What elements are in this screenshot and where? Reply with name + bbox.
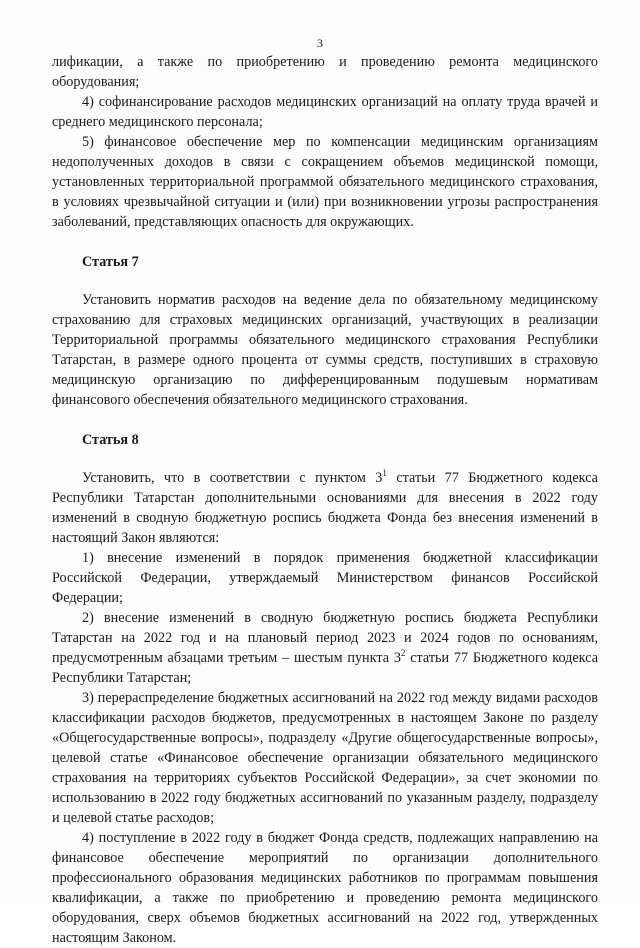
continued-paragraph: лификации, а также по приобретению и проведению ремонта медицинского оборудования; — [52, 54, 598, 90]
article-8-intro — [52, 468, 598, 548]
item-2-text-a: 2) внесение изменений в сводную бюджетную роспись бюджета Республики Татарстан на 2022 год и на плановый период 2023 и 2024 годов по основаниям, предусмотренным абзацами третьим – шестым пункта 3 — [52, 610, 598, 666]
intro-superscript: 1 — [382, 468, 387, 478]
list-item-5: 5) финансовое обеспечение мер по компенсации медицинским организациям недополученных доходов в связи с сокращением объемов медицинской помощи, установленных территориальной программой обязательного медицинского страхования, в условиях чрезвычайной ситуации и (или) при возникновении угрозы распространения заболеваний, представляющих опасность для окружающих. — [52, 134, 598, 230]
list-item-4: 4) софинансирование расходов медицинских организаций на оплату труда врачей и среднего медицинского персонала; — [52, 94, 598, 130]
item-2-text-b: статьи 77 Бюджетного кодекса Республики Татарстан; — [52, 650, 598, 686]
item-2-superscript: 2 — [400, 648, 406, 658]
intro-text-a: Установить, что в соответствии с пунктом 3 — [82, 470, 383, 486]
article-7-paragraph: Установить норматив расходов на ведение дела по обязательному медицинскому страхованию для страховых медицинских организаций, участвующих в реализации Территориальной программы обязательного медицинского страхования Республики Татарстан, в размере одного процента от суммы средств, поступивших в страховую медицинскую организацию по дифференцированным подушевым нормативам финансового обеспечения обязательного медицинского страхования. — [52, 292, 598, 408]
document-body — [52, 52, 598, 948]
article-7-heading: Статья 7 — [82, 254, 139, 270]
page-number: 3 — [317, 36, 323, 50]
intro-text-b: статьи 77 Бюджетного кодекса Республики Татарстан дополнительными основаниями для внесения в 2022 году изменений в сводную бюджетную роспись бюджета Фонда без внесения изменений в настоящий Закон являются: — [52, 470, 598, 546]
article-8-heading: Статья 8 — [82, 432, 139, 448]
article-8-item-4: 4) поступление в 2022 году в бюджет Фонда средств, подлежащих направлению на финансовое обеспечение мероприятий по организации дополнительного профессионального образования медицинских работников по программам повышения квалификации, а также по приобретению и проведению ремонта медицинского оборудования, сверх объемов бюджетных ассигнований на 2022 год, утвержденных настоящим Законом. — [52, 830, 598, 946]
article-8-item-2 — [52, 608, 598, 688]
article-8-item-3: 3) перераспределение бюджетных ассигнований на 2022 год между видами расходов классификации расходов бюджетов, предусмотренных в настоящем Законе по разделу «Общегосударственные вопросы», подразделу «Другие общегосударственные вопросы», целевой статье «Финансовое обеспечение организации обязательного медицинского страхования на территориях субъектов Российской Федерации», за счет экономии по использованию в 2022 году бюджетных ассигнований по указанным разделу, подразделу и целевой статье расходов; — [52, 690, 598, 826]
article-8-item-1: 1) внесение изменений в порядок применения бюджетной классификации Российской Федерации, утверждаемый Министерством финансов Российской Федерации; — [52, 550, 598, 606]
